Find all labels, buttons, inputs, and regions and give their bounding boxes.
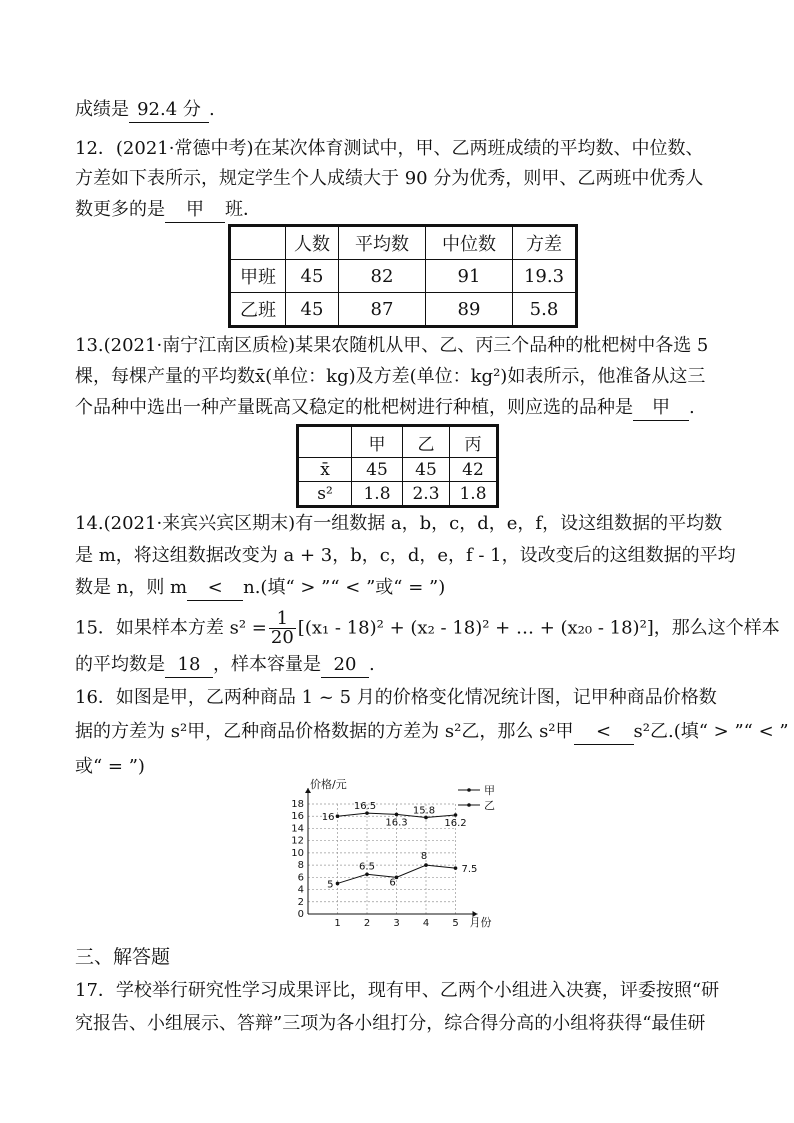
table-row xyxy=(298,482,498,507)
table-cell: 45 xyxy=(286,293,339,327)
q13-line-2: 棵，每棵产量的平均数x̄(单位：kg)及方差(单位：kg²)如表所示，他准备从这三 xyxy=(75,366,706,387)
q16-line-2 xyxy=(75,720,789,745)
x-tick-label: 5 xyxy=(452,918,459,929)
table-cell xyxy=(230,226,286,260)
table-row xyxy=(230,293,577,327)
data-point xyxy=(454,866,458,870)
data-label: 16.5 xyxy=(353,801,377,813)
y-axis-label: 价格/元 xyxy=(310,778,347,791)
data-label: 5 xyxy=(327,879,334,891)
x-tick-label: 3 xyxy=(393,918,400,929)
data-label: 6 xyxy=(389,877,396,889)
q13-line-1: 13.(2021·南宁江南区质检)某果农随机从甲、乙、丙三个品种的枇杷树中各选 5 xyxy=(75,335,709,356)
answer-blank: 甲 xyxy=(165,198,225,223)
q12-line-3 xyxy=(75,198,261,223)
x-tick-label: 2 xyxy=(363,918,371,929)
data-label: 16 xyxy=(321,812,335,824)
table-cell: 42 xyxy=(450,458,498,482)
data-label: 7.5 xyxy=(461,864,478,876)
table-cell: 中位数 xyxy=(426,226,513,260)
data-label: 15.8 xyxy=(412,805,436,817)
answer-blank: < xyxy=(574,720,634,745)
data-label: 8 xyxy=(420,851,428,863)
y-tick-label: 18 xyxy=(291,799,304,810)
text: n.(填“ > ”“ < ”或“ = ”) xyxy=(243,577,446,598)
section-heading: 三、解答题 xyxy=(75,946,171,968)
q13-line-3 xyxy=(75,396,695,421)
q12-line-1: 12．(2021·常德中考)在某次体育测试中，甲、乙两班成绩的平均数、中位数、 xyxy=(75,138,704,159)
legend-marker xyxy=(467,788,471,792)
x-axis-label: 月份 xyxy=(469,916,492,929)
table-cell: x̄ xyxy=(298,458,352,482)
data-label: 6.5 xyxy=(359,861,375,873)
table-cell: 19.3 xyxy=(513,260,577,293)
table-cell: 2.3 xyxy=(403,482,450,507)
table-cell xyxy=(298,426,352,458)
table-cell: 45 xyxy=(403,458,450,482)
y-tick-label: 6 xyxy=(297,872,304,884)
text: . xyxy=(369,654,375,675)
text: 班． xyxy=(225,199,261,220)
text: 个品种中选出一种产量既高又稳定的枇杷树进行种植，则应选的品种是 xyxy=(75,397,633,418)
table-cell: 91 xyxy=(426,260,513,293)
price-line-chart xyxy=(280,772,520,930)
fraction xyxy=(269,610,296,647)
q16-line-3: 或“ = ”) xyxy=(75,756,145,777)
legend-marker xyxy=(467,803,471,807)
loquat-variety-table xyxy=(296,424,499,508)
q16-line-1: 16．如图是甲，乙两种商品 1 ~ 5 月的价格变化情况统计图，记甲种商品价格数 xyxy=(75,687,717,708)
q17-line-1: 17．学校举行研究性学习成果评比，现有甲、乙两个小组进入决赛，评委按照“研 xyxy=(75,980,720,1001)
y-tick-label: 12 xyxy=(291,835,304,847)
q14-line-2: 是 m，将这组数据改变为 a + 3，b，c，d，e，f - 1，设改变后的这组数据的平均 xyxy=(75,545,736,566)
table-cell: 1.8 xyxy=(352,482,403,507)
answer-blank: 18 xyxy=(165,653,213,678)
table-cell: 89 xyxy=(426,293,513,327)
q17-line-2: 究报告、小组展示、答辩”三项为各小组打分，综合得分高的小组将获得“最佳研 xyxy=(75,1013,706,1034)
fraction-numerator: 1 xyxy=(269,610,296,629)
q14-line-3 xyxy=(75,576,445,601)
text: 数更多的是 xyxy=(75,199,165,220)
table-cell: 甲 xyxy=(352,426,403,458)
x-tick-label: 1 xyxy=(334,918,341,929)
table-cell: 甲班 xyxy=(230,260,286,293)
q11-answer-line xyxy=(75,98,215,123)
data-label: 16.2 xyxy=(444,818,467,829)
text: [(x₁ - 18)² + (x₂ - 18)² + … + (x₂₀ - 18)²]，那么这个样本 xyxy=(297,617,780,639)
text: ，样本容量是 xyxy=(213,654,321,675)
x-tick-label: 4 xyxy=(422,918,430,929)
answer-blank: < xyxy=(187,576,243,601)
table-cell: 87 xyxy=(339,293,426,327)
table-cell: 人数 xyxy=(286,226,339,260)
table-cell: 平均数 xyxy=(339,226,426,260)
text: . xyxy=(209,99,215,120)
y-tick-label: 4 xyxy=(297,884,304,896)
y-tick-label: 10 xyxy=(291,847,304,859)
text: 15．如果样本方差 s² = xyxy=(75,617,267,639)
table-cell: 方差 xyxy=(513,226,577,260)
text: 成绩是 xyxy=(75,99,129,120)
answer-blank: 92.4 分 xyxy=(129,98,209,123)
data-point xyxy=(395,813,399,817)
table-cell: 乙 xyxy=(403,426,450,458)
data-point xyxy=(424,863,428,867)
y-tick-label: 16 xyxy=(291,811,304,823)
q15-line-2 xyxy=(75,653,375,678)
q12-line-2: 方差如下表所示，规定学生个人成绩大于 90 分为优秀，则甲、乙两班中优秀人 xyxy=(75,168,704,189)
text: 的平均数是 xyxy=(75,654,165,675)
q14-line-1: 14.(2021·来宾兴宾区期末)有一组数据 a，b，c，d，e，f，设这组数据的平均数 xyxy=(75,513,723,534)
table-header-row xyxy=(298,426,498,458)
table-row xyxy=(298,458,498,482)
table-cell: 82 xyxy=(339,260,426,293)
table-cell: s² xyxy=(298,482,352,507)
table-cell: 45 xyxy=(352,458,403,482)
y-tick-label: 8 xyxy=(297,860,304,872)
table-cell: 5.8 xyxy=(513,293,577,327)
table-cell: 丙 xyxy=(450,426,498,458)
legend-label: 乙 xyxy=(484,799,495,812)
chart-legend xyxy=(458,784,495,812)
class-score-table xyxy=(228,224,578,328)
text: 数是 n，则 m xyxy=(75,577,188,598)
y-tick-label: 0 xyxy=(297,909,304,920)
text: 据的方差为 s²甲，乙种商品价格数据的方差为 s²乙，那么 s²甲 xyxy=(75,721,574,742)
fraction-denominator: 20 xyxy=(270,627,294,648)
data-label: 16.3 xyxy=(385,817,408,829)
legend-label: 甲 xyxy=(484,784,495,797)
table-header-row xyxy=(230,226,577,260)
text: s²乙.(填“ > ”“ < ” xyxy=(633,721,789,742)
table-row xyxy=(230,260,577,293)
y-tick-label: 2 xyxy=(297,896,304,908)
data-point xyxy=(454,813,458,817)
y-tick-label: 14 xyxy=(291,823,304,835)
data-point xyxy=(365,872,369,876)
text: . xyxy=(689,397,695,418)
data-point xyxy=(336,814,340,818)
answer-blank: 20 xyxy=(321,653,369,678)
table-cell: 1.8 xyxy=(450,482,498,507)
answer-blank: 甲 xyxy=(633,396,689,421)
q15-line-1 xyxy=(75,610,780,647)
table-cell: 乙班 xyxy=(230,293,286,327)
table-cell: 45 xyxy=(286,260,339,293)
data-point xyxy=(336,882,340,886)
